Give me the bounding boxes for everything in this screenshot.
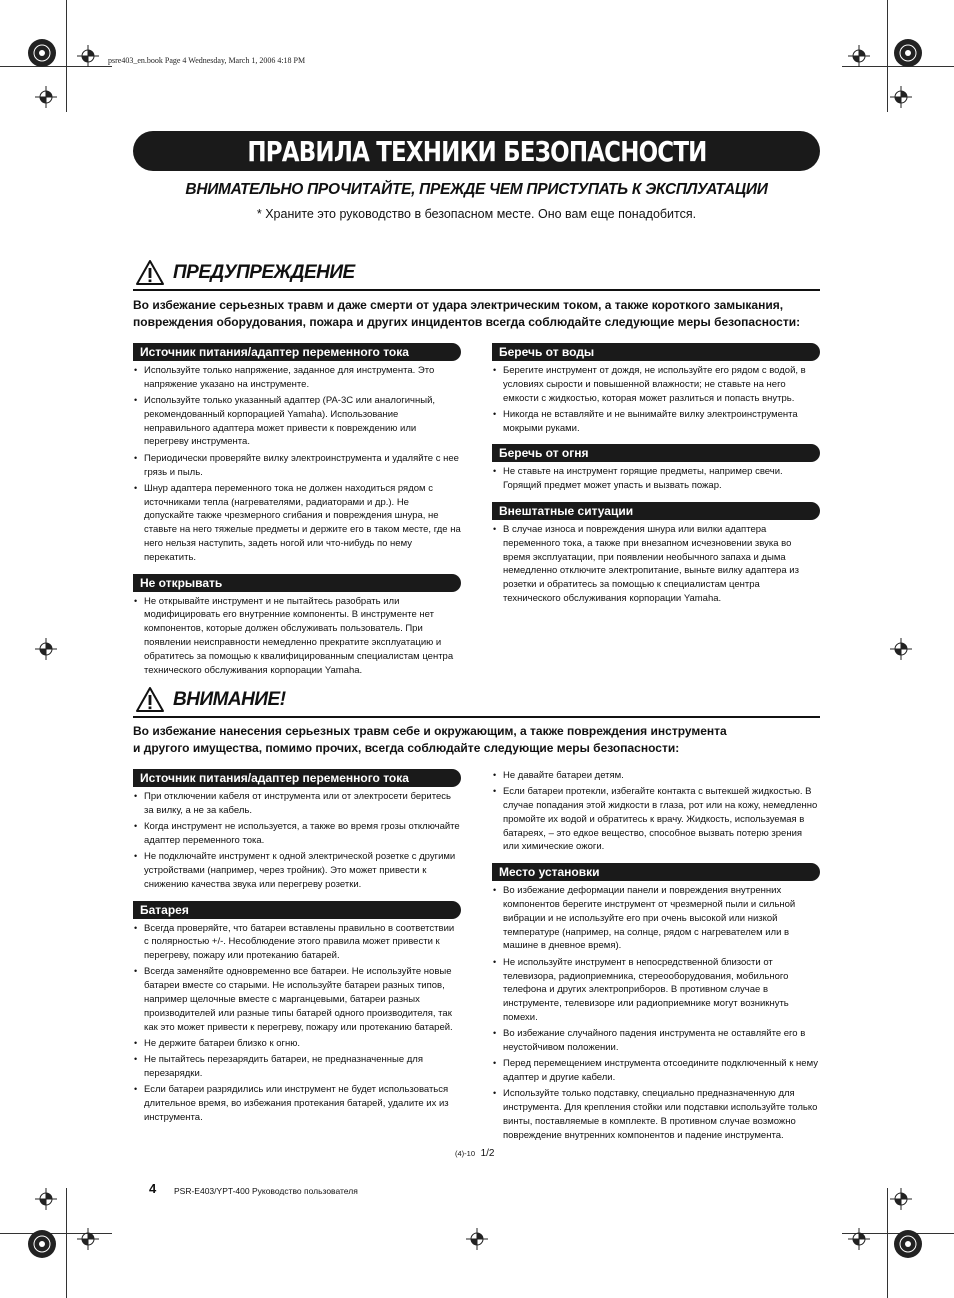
footer-manual-title: PSR-E403/YPT-400 Руководство пользователя <box>174 1186 358 1196</box>
list-item: • Не используйте инструмент в непосредственной близости от телевизора, радиоприемника, стереооборудования, мобильного телефона и других электроприборов. В противном случае в инструменте, телевизоре или радиоприемнике могут возникнуть помехи. <box>492 956 820 1025</box>
warning-triangle-icon <box>135 259 165 286</box>
bullet-list <box>133 790 461 892</box>
warning-intro-line: повреждения оборудования, пожара и других инцидентов всегда соблюдайте следующие меры безопасности: <box>133 315 801 329</box>
list-item: • Используйте только напряжение, заданное для инструмента. Это напряжение указано на инструменте. <box>133 364 461 392</box>
list-item: • Не давайте батареи детям. <box>492 769 820 783</box>
registration-target-icon <box>893 1229 923 1259</box>
crosshair-icon <box>466 1228 488 1250</box>
page-subtitle: ВНИМАТЕЛЬНО ПРОЧИТАЙТЕ, ПРЕЖДЕ ЧЕМ ПРИСТУПАТЬ К ЭКСПЛУАТАЦИИ <box>185 181 768 198</box>
page-code-small: (4)-10 <box>455 1149 476 1158</box>
battery-continued-list <box>492 769 820 854</box>
group-title: Не открывать <box>133 574 461 592</box>
list-item: • Не ставьте на инструмент горящие предметы, например свечи. Горящий предмет может упасть и вызвать пожар. <box>492 465 820 493</box>
list-item: • Периодически проверяйте вилку электроинструмента и удаляйте с нее грязь и пыль. <box>133 452 461 480</box>
caution-triangle-icon <box>135 686 165 713</box>
list-item: • Не держите батареи близко к огню. <box>133 1037 461 1051</box>
keep-manual-note: * Храните это руководство в безопасном месте. Оно вам еще понадобится. <box>256 207 697 221</box>
crop-mark <box>66 0 67 112</box>
crosshair-icon <box>890 638 912 660</box>
safety-group <box>492 502 820 606</box>
safety-group <box>492 343 820 435</box>
list-item: • Всегда заменяйте одновременно все батареи. Не используйте новые батареи вместе со старыми. Не используйте батареи разных типов, например щелочные вместе с марганцевыми, батареи разных производителей или разные типы батарей одного производителя, так как это может привести к перегреву, пожару или протеканию батарей. <box>133 965 461 1034</box>
group-title: Батарея <box>133 901 461 919</box>
bullet-list <box>133 922 461 1125</box>
group-title: Источник питания/адаптер переменного тока <box>133 769 461 787</box>
safety-group <box>133 901 461 1125</box>
list-item: • Если батареи разрядились или инструмент не будет использоваться длительное время, во избежания протекания батарей, удалите их из инструмента. <box>133 1083 461 1124</box>
page-title-bar <box>133 131 820 171</box>
safety-group <box>492 863 820 1142</box>
crop-mark <box>887 1188 888 1298</box>
list-item: • Всегда проверяйте, что батареи вставлены правильно в соответствии с полярностью +/-. Несоблюдение этого правила может привести к перегреву, пожару или протеканию батарей. <box>133 922 461 963</box>
page-code <box>455 1148 494 1159</box>
list-item: • Не пытайтесь перезарядить батареи, не предназначенные для перезарядки. <box>133 1053 461 1081</box>
list-item: • Берегите инструмент от дождя, не используйте его рядом с водой, в условиях сырости и повышенной влажности; не ставьте на него емкости с жидкостью, которая может разлиться и попасть внутрь. <box>492 364 820 405</box>
safety-group <box>133 343 461 565</box>
list-item: • Если батареи протекли, избегайте контакта с вытекшей жидкостью. В случае попадания этой жидкости в глаза, рот или на кожу, немедленно промойте их водой и обратитесь к врачу. Жидкость, используемая в батареях, – это едкое вещество, способное вызвать потерю зрения или химические ожоги. <box>492 785 820 854</box>
crosshair-icon <box>77 45 99 67</box>
warning-left-column <box>133 343 461 686</box>
bullet-list <box>492 465 820 493</box>
registration-target-icon <box>27 1229 57 1259</box>
bullet-list <box>492 884 820 1142</box>
crosshair-icon <box>35 86 57 108</box>
crosshair-icon <box>848 1228 870 1250</box>
crop-mark <box>887 0 888 112</box>
book-header-note: psre403_en.book Page 4 Wednesday, March 1, 2006 4:18 PM <box>108 56 306 65</box>
list-item: • Шнур адаптера переменного тока не должен находиться рядом с источниками тепла (нагревателями, радиаторами и др.). Не допускайте также чрезмерного сгибания и повреждения шнура, не ставьте на него тяжелые предметы и держите его в таком месте, где на него нельзя наступить, задеть ногой или что-нибудь по нему перекатить. <box>133 482 461 565</box>
crosshair-icon <box>35 638 57 660</box>
group-title: Внештатные ситуации <box>492 502 820 520</box>
list-item: • Не подключайте инструмент к одной электрической розетке с другими устройствами (например, через тройник). Это может привести к снижению качества звука или перегреву розетки. <box>133 850 461 891</box>
caution-heading-row <box>133 686 820 718</box>
page-number: 4 <box>149 1181 157 1196</box>
warning-right-column <box>492 343 820 615</box>
list-item: • Никогда не вставляйте и не вынимайте вилку электроинструмента мокрыми руками. <box>492 408 820 436</box>
safety-group <box>492 444 820 493</box>
caution-right-column <box>492 769 820 1152</box>
list-item: • Не открывайте инструмент и не пытайтесь разобрать или модифицировать его внутренние компоненты. В инструменте нет компонентов, которые должен обслуживать пользователь. При появлении неисправности немедленно прекратите эксплуатацию и обратитесь за помощью к квалифицированным специалистам центра технического обслуживания корпорации Yamaha. <box>133 595 461 678</box>
registration-target-icon <box>893 38 923 68</box>
caution-intro-line: Во избежание нанесения серьезных травм себе и окружающим, а также повреждения инструмента <box>133 724 727 738</box>
page-title: ПРАВИЛА ТЕХНИКИ БЕЗОПАСНОСТИ <box>246 134 707 168</box>
list-item: • При отключении кабеля от инструмента или от электросети беритесь за вилку, а не за кабель. <box>133 790 461 818</box>
crosshair-icon <box>77 1228 99 1250</box>
list-item: • Используйте только указанный адаптер (PA-3C или аналогичный, рекомендованный корпорацией Yamaha). Использование неправильного адаптера может привести к повреждению или перегреву инструмента. <box>133 394 461 449</box>
group-title: Источник питания/адаптер переменного тока <box>133 343 461 361</box>
warning-intro-line: Во избежание серьезных травм и даже смерти от удара электрическим током, а также короткого замыкания, <box>133 298 784 312</box>
warning-intro <box>133 297 823 331</box>
list-item: • В случае износа и повреждения шнура или вилки адаптера переменного тока, а также при внезапном исчезновении звука во время эксплуатации, при появлении необычного запаха и дыма немедленно отключите электропитание, выньте вилку адаптера из розетки и обратитесь за помощью к специалистам центра технического обслуживания корпорации Yamaha. <box>492 523 820 606</box>
safety-group <box>133 574 461 678</box>
page-code-fraction: 1/2 <box>480 1148 495 1159</box>
caution-left-column <box>133 769 461 1134</box>
warning-heading: ПРЕДУПРЕЖДЕНИЕ <box>173 262 355 283</box>
warning-heading-row <box>133 259 820 291</box>
group-title: Беречь от воды <box>492 343 820 361</box>
bullet-list <box>133 364 461 565</box>
bullet-list <box>133 595 461 678</box>
list-item: • Перед перемещением инструмента отсоедините подключенный к нему адаптер и другие кабели. <box>492 1057 820 1085</box>
list-item: • Во избежание деформации панели и повреждения внутренних компонентов берегите инструмент от чрезмерной пыли и сильной вибрации и не используйте его при очень высокой или низкой температуре (например, на солнце, рядом с нагревателем или в машине в дневное время). <box>492 884 820 953</box>
group-title: Беречь от огня <box>492 444 820 462</box>
crosshair-icon <box>35 1188 57 1210</box>
list-item: • Когда инструмент не используется, а также во время грозы отключайте адаптер переменного тока. <box>133 820 461 848</box>
list-item: • Используйте только подставку, специально предназначенную для инструмента. Для крепления стойки или подставки используйте только винты, поставляемые в комплекте. В противном случае возможно повреждение внутренних компонентов и падение инструмента. <box>492 1087 820 1142</box>
list-item: • Во избежание случайного падения инструмента не оставляйте его в неустойчивом положении. <box>492 1027 820 1055</box>
bullet-list <box>492 523 820 606</box>
caution-heading: ВНИМАНИЕ! <box>173 689 286 710</box>
crosshair-icon <box>890 86 912 108</box>
crosshair-icon <box>890 1188 912 1210</box>
registration-target-icon <box>27 38 57 68</box>
caution-right-groups <box>492 863 820 1142</box>
bullet-list <box>492 364 820 435</box>
caution-intro <box>133 723 823 757</box>
safety-group <box>133 769 461 892</box>
crop-mark <box>66 1188 67 1298</box>
caution-intro-line: и другого имущества, помимо прочих, всегда соблюдайте следующие меры безопасности: <box>133 741 680 755</box>
group-title: Место установки <box>492 863 820 881</box>
crosshair-icon <box>848 45 870 67</box>
